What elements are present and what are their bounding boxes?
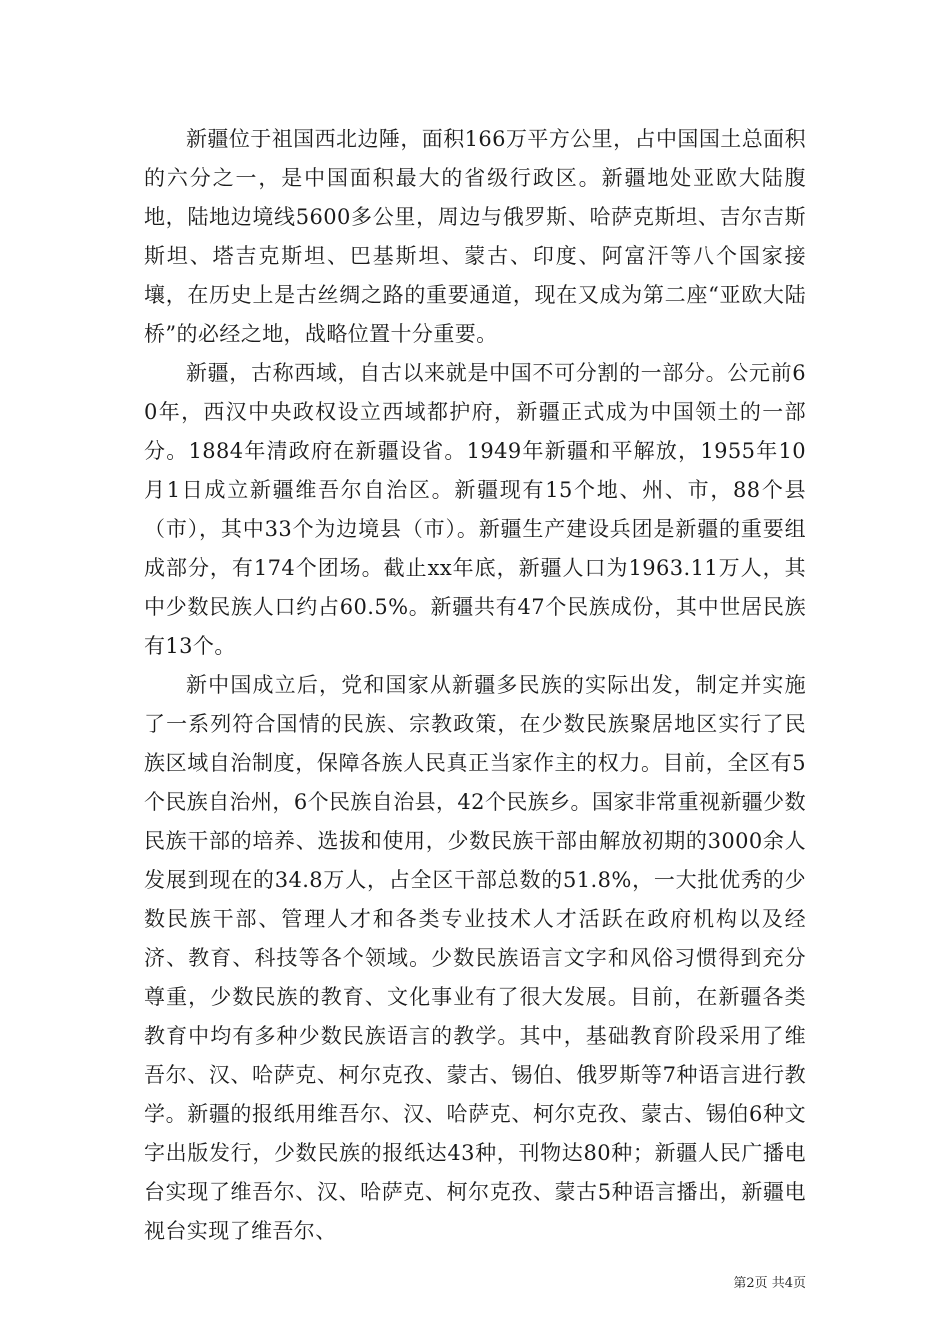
- page-number: 第2页 共4页: [733, 1276, 806, 1291]
- paragraph-ethnic-policy: 新中国成立后，党和国家从新疆多民族的实际出发，制定并实施了一系列符合国情的民族、宗教政策，在少数民族聚居地区实行了民族区域自治制度，保障各族人民真正当家作主的权力。目前，全区有5个民族自治州，6个民族自治县，42个民族乡。国家非常重视新疆少数民族干部的培养、选拔和使用，少数民族干部由解放初期的3000余人发展到现在的34.8万人，占全区干部总数的51.8%，一大批优秀的少数民族干部、管理人才和各类专业技术人才活跃在政府机构以及经济、教育、科技等各个领域。少数民族语言文字和风俗习惯得到充分尊重，少数民族的教育、文化事业有了很大发展。目前，在新疆各类教育中均有多种少数民族语言的教学。其中，基础教育阶段采用了维吾尔、汉、哈萨克、柯尔克孜、蒙古、锡伯、俄罗斯等7种语言进行教学。新疆的报纸用维吾尔、汉、哈萨克、柯尔克孜、蒙古、锡伯6种文字出版发行，少数民族的报纸达43种，刊物达80种；新疆人民广播电台实现了维吾尔、汉、哈萨克、柯尔克孜、蒙古5种语言播出，新疆电视台实现了维吾尔、: [144, 673, 806, 1243]
- paragraph-history: 新疆，古称西域，自古以来就是中国不可分割的一部分。公元前60年，西汉中央政权设立西域都护府，新疆正式成为中国领土的一部分。1884年清政府在新疆设省。1949年新疆和平解放，1955年10月1日成立新疆维吾尔自治区。新疆现有15个地、州、市，88个县（市），其中33个为边境县（市）。新疆生产建设兵团是新疆的重要组成部分，有174个团场。截止xx年底，新疆人口为1963.11万人，其中少数民族人口约占60.5%。新疆共有47个民族成份，其中世居民族有13个。: [144, 361, 806, 658]
- paragraph-geography: 新疆位于祖国西北边陲，面积166万平方公里，占中国国土总面积的六分之一，是中国面积最大的省级行政区。新疆地处亚欧大陆腹地，陆地边境线5600多公里，周边与俄罗斯、哈萨克斯坦、吉尔吉斯斯坦、塔吉克斯坦、巴基斯坦、蒙古、印度、阿富汗等八个国家接壤，在历史上是古丝绸之路的重要通道，现在又成为第二座“亚欧大陆桥”的必经之地，战略位置十分重要。: [144, 127, 806, 346]
- document-body: [144, 120, 806, 1251]
